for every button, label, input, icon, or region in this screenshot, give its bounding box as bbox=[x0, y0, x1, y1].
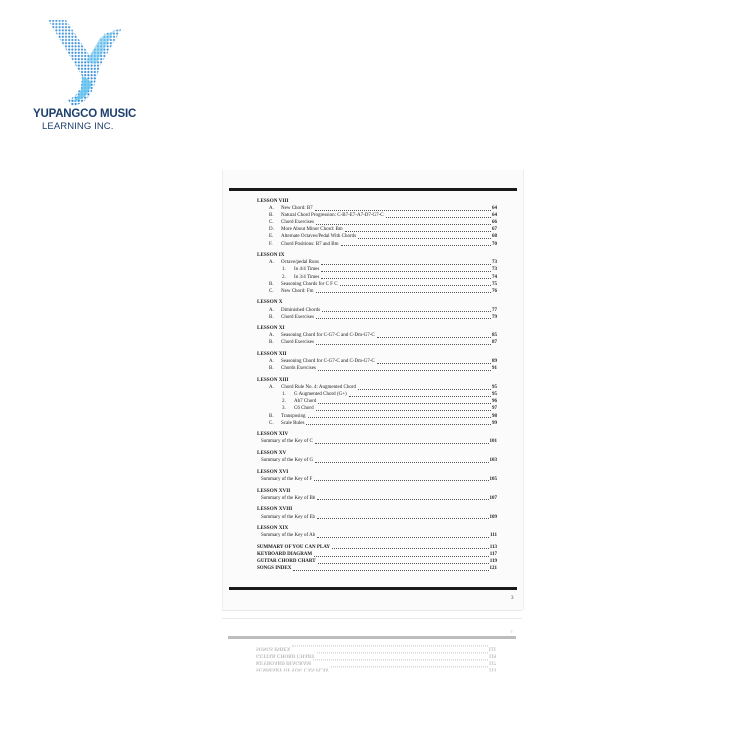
entry-marker: A. bbox=[269, 307, 274, 313]
entry-page: 98 bbox=[492, 413, 497, 419]
entry-marker: C. bbox=[269, 220, 274, 226]
toc-entry bbox=[257, 384, 497, 391]
lesson-title: LESSON X bbox=[257, 299, 283, 306]
lesson-title: LESSON XIII bbox=[257, 377, 289, 384]
toc-entry bbox=[257, 226, 497, 233]
dot-leader bbox=[321, 264, 491, 265]
lesson-title: LESSON XVIII bbox=[257, 506, 293, 513]
lesson-title: LESSON XII bbox=[257, 351, 287, 358]
toc-entry bbox=[257, 391, 497, 398]
entry-marker: B. bbox=[269, 281, 274, 287]
entry-label: Natural Chord Progression: C-B7-E7-A7-D7-G7-C bbox=[281, 213, 384, 219]
dot-leader bbox=[315, 462, 488, 463]
toc-entry bbox=[257, 339, 497, 346]
entry-page: 73 bbox=[492, 260, 497, 266]
toc-entry bbox=[257, 281, 497, 288]
dot-leader bbox=[306, 424, 491, 425]
entry-page: 111 bbox=[490, 533, 497, 539]
bottom-rule bbox=[229, 587, 517, 590]
toc-section bbox=[257, 525, 497, 539]
entry-page: 113 bbox=[488, 666, 496, 672]
entry-page: 89 bbox=[492, 359, 497, 365]
entry-page: 103 bbox=[489, 458, 497, 464]
toc-entry bbox=[257, 332, 497, 339]
entry-label: New Chord: Fm bbox=[281, 288, 314, 294]
dot-leader bbox=[341, 245, 491, 246]
toc-entry bbox=[257, 405, 497, 412]
entry-label: GUITAR CHORD CHART bbox=[256, 652, 315, 658]
dot-leader bbox=[358, 389, 491, 390]
dot-leader bbox=[322, 311, 491, 312]
reflection-rule bbox=[228, 636, 516, 639]
page-edge-divider bbox=[222, 618, 522, 619]
dot-leader bbox=[318, 403, 491, 404]
dot-leader bbox=[316, 318, 491, 319]
page-edge-divider bbox=[222, 610, 522, 611]
dot-leader bbox=[315, 443, 489, 444]
entry-page: 97 bbox=[492, 406, 497, 412]
dot-leader bbox=[314, 480, 488, 481]
entry-label: More About Minor Chord: Bm bbox=[281, 227, 343, 233]
entry-label: KEYBOARD DIAGRAM bbox=[257, 552, 313, 558]
entry-marker: A. bbox=[269, 206, 274, 212]
reflection-entry bbox=[256, 644, 496, 651]
entry-marker: 3. bbox=[282, 406, 286, 412]
entry-page: 73 bbox=[492, 267, 497, 273]
entry-marker: B. bbox=[269, 213, 274, 219]
dot-leader bbox=[331, 667, 488, 668]
entry-page: 121 bbox=[489, 566, 497, 572]
toc-section bbox=[257, 469, 497, 483]
entry-page: 119 bbox=[488, 652, 496, 658]
entry-page: 107 bbox=[489, 495, 497, 501]
entry-page: 91 bbox=[492, 366, 497, 372]
entry-marker: B. bbox=[269, 413, 274, 419]
entry-marker: B. bbox=[269, 366, 274, 372]
entry-label: Chord Rule No. 4: Augmented Chord bbox=[281, 385, 356, 391]
toc-appendix-entry bbox=[257, 551, 497, 558]
entry-label: Chord Exercises bbox=[281, 340, 314, 346]
dot-leader bbox=[349, 396, 491, 397]
toc-entry bbox=[257, 457, 497, 464]
entry-page: 117 bbox=[488, 659, 496, 665]
toc-entry bbox=[257, 307, 497, 314]
entry-label: Summary of the Key of F bbox=[261, 476, 313, 482]
toc-section bbox=[257, 506, 497, 520]
dot-leader bbox=[321, 278, 491, 279]
toc-entry bbox=[257, 241, 497, 248]
lesson-title: LESSON XIV bbox=[257, 431, 289, 438]
reflection-text bbox=[256, 644, 496, 672]
dot-leader bbox=[317, 537, 489, 538]
toc-entry bbox=[257, 398, 497, 405]
entry-page: 96 bbox=[492, 399, 497, 405]
toc-appendix bbox=[257, 544, 497, 572]
lesson-title: LESSON XVII bbox=[257, 487, 291, 494]
lesson-title: LESSON XI bbox=[257, 325, 285, 332]
entry-marker: A. bbox=[269, 385, 274, 391]
entry-label: Summary of the Key of G bbox=[261, 458, 314, 464]
entry-marker: 2. bbox=[282, 274, 286, 280]
entry-page: 77 bbox=[492, 307, 497, 313]
toc-section bbox=[257, 488, 497, 502]
entry-label: Ab7 Chord bbox=[294, 399, 317, 405]
toc-section bbox=[257, 431, 497, 445]
toc-entry bbox=[257, 365, 497, 372]
entry-marker: E. bbox=[269, 234, 274, 240]
toc-section bbox=[257, 198, 497, 248]
dot-leader bbox=[321, 271, 491, 272]
entry-label: Seasoning Chords for C F C bbox=[281, 281, 338, 287]
dot-leader bbox=[313, 660, 488, 661]
entry-page: 99 bbox=[492, 420, 497, 426]
reflection-entry bbox=[256, 658, 496, 665]
entry-page: 68 bbox=[492, 234, 497, 240]
toc-appendix-entry bbox=[257, 558, 497, 565]
entry-page: 119 bbox=[489, 559, 497, 565]
dot-leader bbox=[314, 556, 489, 557]
entry-marker: 1. bbox=[282, 392, 286, 398]
entry-marker: C. bbox=[269, 420, 274, 426]
toc-entry bbox=[257, 205, 497, 212]
entry-page: 79 bbox=[492, 314, 497, 320]
entry-page: 74 bbox=[492, 274, 497, 280]
entry-page: 75 bbox=[492, 281, 497, 287]
dot-leader bbox=[316, 344, 491, 345]
brand-subtitle: LEARNING INC. bbox=[42, 121, 114, 132]
page-reflection bbox=[222, 622, 522, 750]
entry-marker: A. bbox=[269, 333, 274, 339]
entry-label: Summary of the Key of C bbox=[261, 439, 313, 445]
entry-page: 95 bbox=[492, 385, 497, 391]
reflection-entry bbox=[256, 665, 496, 672]
toc-appendix-entry bbox=[257, 565, 497, 572]
entry-page: 95 bbox=[492, 392, 497, 398]
dot-leader bbox=[318, 370, 491, 371]
lesson-title: LESSON XIX bbox=[257, 525, 289, 532]
dot-leader bbox=[358, 238, 491, 239]
entry-page: 105 bbox=[489, 476, 497, 482]
entry-page: 101 bbox=[489, 439, 497, 445]
entry-label: SONGS INDEX bbox=[256, 645, 291, 651]
toc-entry bbox=[257, 266, 497, 273]
entry-page: 76 bbox=[492, 288, 497, 294]
entry-label: Transposing bbox=[281, 413, 306, 419]
entry-label: Chord Positions: B7 and Bm bbox=[281, 241, 339, 247]
entry-label: In 4/4 Times bbox=[294, 267, 320, 273]
toc-entry bbox=[257, 476, 497, 483]
entry-label: Scale Rules bbox=[281, 420, 305, 426]
entry-marker: F. bbox=[269, 241, 273, 247]
yupangco-y-logo-icon bbox=[42, 16, 132, 116]
page-number: 3 bbox=[511, 596, 514, 601]
entry-label: C6 Chord bbox=[294, 406, 314, 412]
entry-label: Seasoning Chord for C-G7-C and C-Dm-G7-C bbox=[281, 359, 375, 365]
entry-page: 113 bbox=[489, 544, 497, 550]
toc-section bbox=[257, 252, 497, 295]
entry-label: G Augmented Chord (G+) bbox=[294, 392, 347, 398]
entry-marker: B. bbox=[269, 340, 274, 346]
entry-marker: A. bbox=[269, 260, 274, 266]
entry-marker: 1. bbox=[282, 267, 286, 273]
entry-label: SUMMARY OF YOU CAN PLAY bbox=[257, 544, 330, 550]
dot-leader bbox=[316, 224, 491, 225]
entry-page: 64 bbox=[492, 206, 497, 212]
toc-entry bbox=[257, 233, 497, 240]
entry-label: In 3/4 Times bbox=[294, 274, 320, 280]
dot-leader bbox=[292, 646, 487, 647]
entry-label: Summary of the Key of Bb bbox=[261, 495, 316, 501]
entry-marker: B. bbox=[269, 314, 274, 320]
dot-leader bbox=[316, 292, 492, 293]
entry-page: 87 bbox=[492, 340, 497, 346]
brand-name: YUPANGCO MUSIC bbox=[33, 108, 137, 120]
toc-page bbox=[222, 170, 524, 610]
entry-page: 64 bbox=[492, 213, 497, 219]
entry-page: 67 bbox=[492, 227, 497, 233]
dot-leader bbox=[345, 231, 491, 232]
toc-entry bbox=[257, 413, 497, 420]
entry-label: SONGS INDEX bbox=[257, 566, 292, 572]
lesson-title: LESSON VIII bbox=[257, 198, 289, 204]
table-of-contents bbox=[257, 198, 497, 572]
toc-entry bbox=[257, 420, 497, 427]
toc-section bbox=[257, 377, 497, 427]
dot-leader bbox=[316, 410, 491, 411]
toc-entry bbox=[257, 274, 497, 281]
dot-leader bbox=[332, 548, 489, 549]
entry-label: Seasoning Chord for C-G7-C and C-Dm-G7-C bbox=[281, 333, 375, 339]
entry-label: Chord Exercises bbox=[281, 220, 314, 226]
dot-leader bbox=[315, 210, 491, 211]
entry-page: 85 bbox=[492, 333, 497, 339]
dot-leader bbox=[340, 285, 491, 286]
toc-entry bbox=[257, 358, 497, 365]
entry-label: New Chord: B7 bbox=[281, 206, 313, 212]
entry-label: SUMMARY OF YOU CAN PLAY bbox=[256, 666, 329, 672]
entry-label: Octave/pedal Runs bbox=[281, 260, 319, 266]
toc-section bbox=[257, 299, 497, 320]
entry-label: Diminished Chords bbox=[281, 307, 321, 313]
entry-marker: 2. bbox=[282, 399, 286, 405]
entry-label: Chords Exercises bbox=[281, 366, 316, 372]
reflection-entry bbox=[256, 651, 496, 658]
entry-label: Alternate Octaves/Pedal With Chords bbox=[281, 234, 357, 240]
entry-page: 70 bbox=[492, 241, 497, 247]
entry-label: Chord Exercises bbox=[281, 314, 314, 320]
top-rule bbox=[229, 188, 517, 191]
dot-leader bbox=[317, 499, 488, 500]
entry-page: 117 bbox=[489, 552, 497, 558]
toc-entry bbox=[257, 438, 497, 445]
toc-section bbox=[257, 325, 497, 346]
entry-page: 66 bbox=[492, 220, 497, 226]
toc-entry bbox=[257, 212, 497, 219]
toc-section bbox=[257, 450, 497, 464]
toc-entry bbox=[257, 259, 497, 266]
toc-appendix-entry bbox=[257, 544, 497, 551]
reflection-page-number: 3 bbox=[510, 628, 513, 633]
toc-entry bbox=[257, 532, 497, 539]
lesson-title: LESSON XVI bbox=[257, 468, 289, 475]
dot-leader bbox=[377, 363, 491, 364]
entry-marker: A. bbox=[269, 359, 274, 365]
dot-leader bbox=[386, 217, 491, 218]
dot-leader bbox=[308, 417, 491, 418]
entry-label: GUITAR CHORD CHART bbox=[257, 559, 316, 565]
entry-marker: D. bbox=[269, 227, 274, 233]
toc-entry bbox=[257, 514, 497, 521]
lesson-title: LESSON IX bbox=[257, 252, 285, 259]
toc-entry bbox=[257, 314, 497, 321]
entry-label: Summary of the Key of Eb bbox=[261, 514, 316, 520]
lesson-title: LESSON XV bbox=[257, 450, 287, 457]
toc-entry bbox=[257, 495, 497, 502]
toc-entry bbox=[257, 288, 497, 295]
dot-leader bbox=[317, 518, 488, 519]
toc-entry bbox=[257, 219, 497, 226]
dot-leader bbox=[293, 570, 488, 571]
entry-label: KEYBOARD DIAGRAM bbox=[256, 659, 312, 665]
dot-leader bbox=[318, 563, 489, 564]
entry-page: 109 bbox=[489, 514, 497, 520]
entry-marker: C. bbox=[269, 288, 274, 294]
dot-leader bbox=[377, 337, 491, 338]
entry-label: Summary of the Key of Ab bbox=[261, 533, 316, 539]
dot-leader bbox=[317, 653, 488, 654]
entry-page: 121 bbox=[488, 645, 496, 651]
toc-section bbox=[257, 351, 497, 372]
